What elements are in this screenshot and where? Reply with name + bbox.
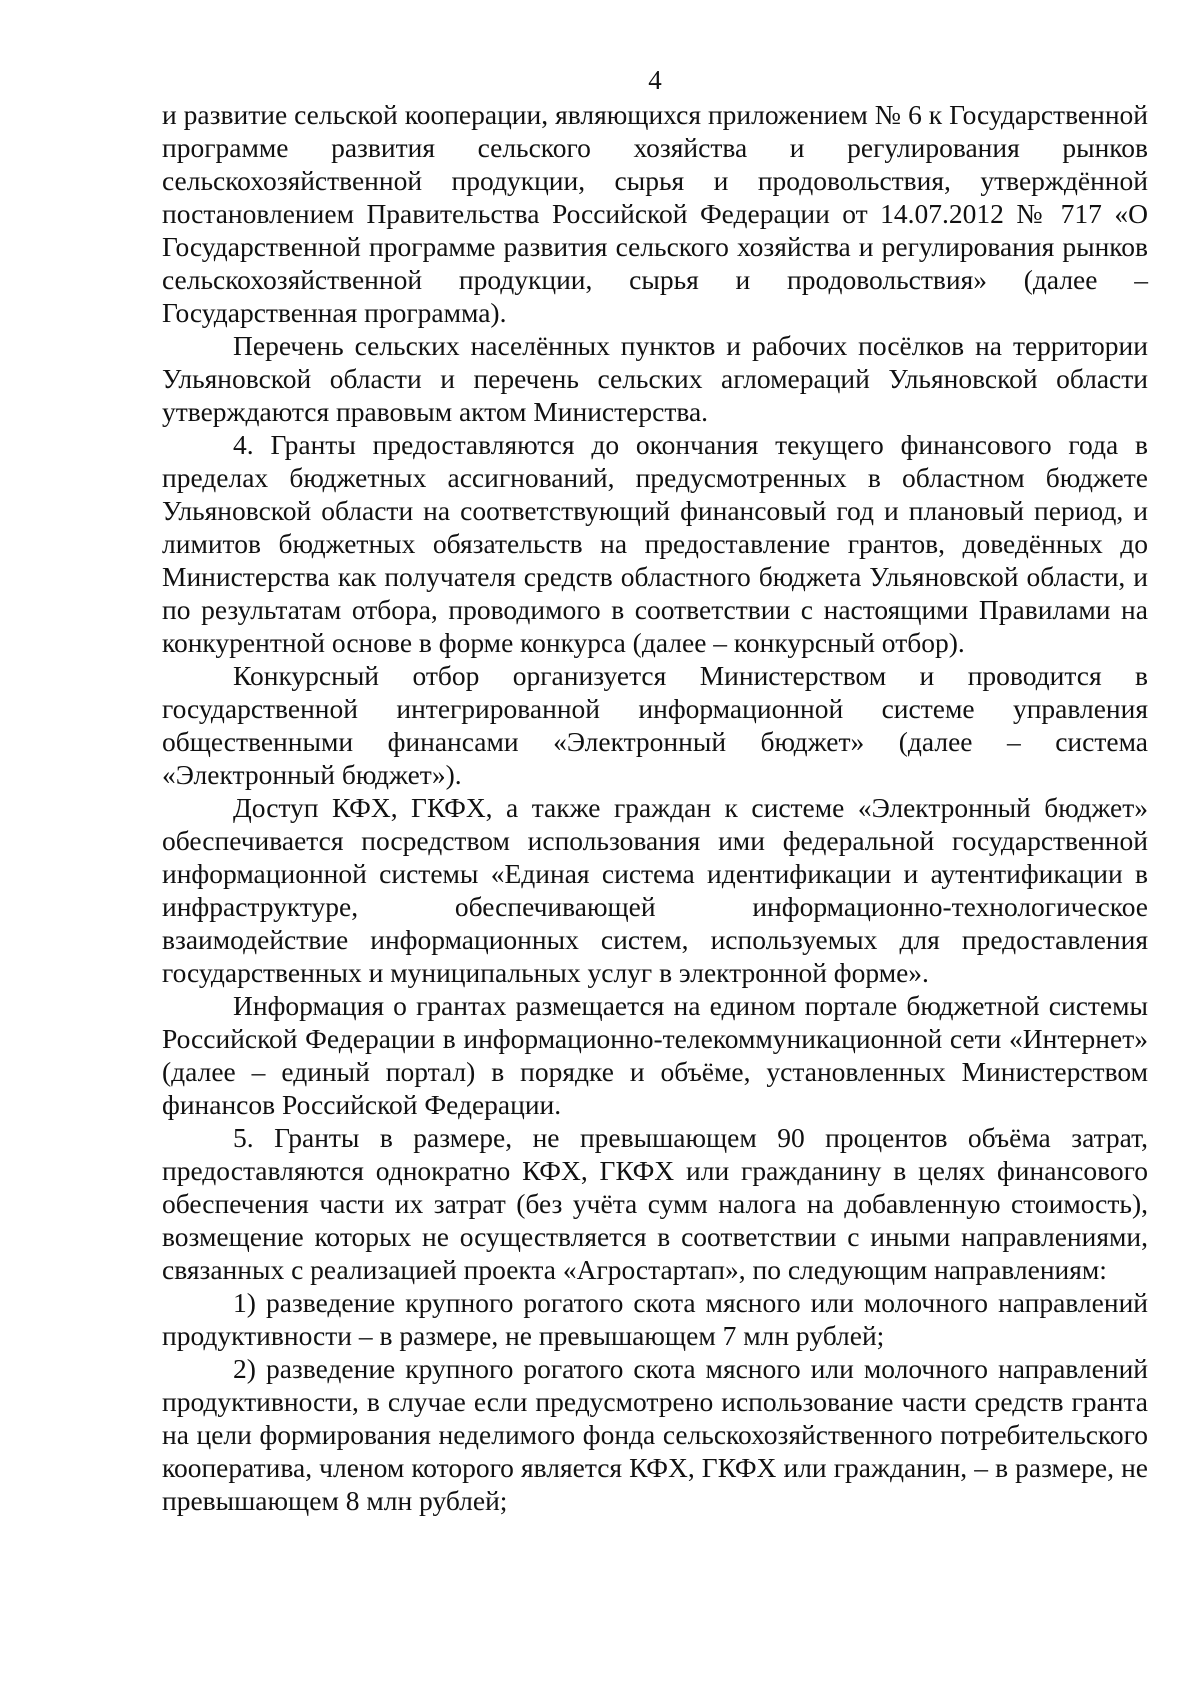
- paragraph-subitem-1: 1) разведение крупного рогатого скота мясного или молочного направлений продуктивности – в размере, не превышающем 7 млн рублей;: [162, 1287, 1148, 1351]
- paragraph-competitive-selection: Конкурсный отбор организуется Министерством и проводится в государственной интегрированной информационной системе управления общественными финансами «Электронный бюджет» (далее – система «Электронный бюджет»).: [162, 660, 1148, 790]
- paragraph-grant-information: Информация о грантах размещается на едином портале бюджетной системы Российской Федерации в информационно-телекоммуникационной сети «Интернет» (далее – единый портал) в порядке и объёме, установленных Министерством финансов Российской Федерации.: [162, 990, 1148, 1120]
- paragraph-system-access: Доступ КФХ, ГКФХ, а также граждан к системе «Электронный бюджет» обеспечивается посредством использования ими федеральной государственной информационной системы «Единая система идентификации и аутентификации в инфраструктуре, обеспечивающей информационно-технологическое взаимодействие информационных систем, используемых для предоставления государственных и муниципальных услуг в электронной форме».: [162, 792, 1148, 988]
- page-number: 4: [648, 65, 662, 95]
- paragraph-subitem-2: 2) разведение крупного рогатого скота мясного или молочного направлений продуктивности, в случае если предусмотрено использование части средств гранта на цели формирования неделимого фонда сельскохозяйственного потребительского кооператива, членом которого является КФХ, ГКФХ или гражданин, – в размере, не превышающем 8 млн рублей;: [162, 1353, 1148, 1516]
- paragraph-item-4: 4. Гранты предоставляются до окончания текущего финансового года в пределах бюджетных ассигнований, предусмотренных в областном бюджете Ульяновской области на соответствующий финансовый год и плановый период, и лимитов бюджетных обязательств на предоставление грантов, доведённых до Министерства как получателя средств областного бюджета Ульяновской области, и по результатам отбора, проводимого в соответствии с настоящими Правилами на конкурентной основе в форме конкурса (далее – конкурсный отбор).: [162, 429, 1148, 658]
- paragraph-continuation: и развитие сельской кооперации, являющихся приложением № 6 к Государственной программе развития сельского хозяйства и регулирования рынков сельскохозяйственной продукции, сырья и продовольствия, утверждённой постановлением Правительства Российской Федерации от 14.07.2012 № 717 «О Государственной программе развития сельского хозяйства и регулирования рынков сельскохозяйственной продукции, сырья и продовольствия» (далее – Государственная программа).: [162, 99, 1148, 328]
- paragraph-settlements-list: Перечень сельских населённых пунктов и рабочих посёлков на территории Ульяновской области и перечень сельских агломераций Ульяновской области утверждаются правовым актом Министерства.: [162, 330, 1148, 427]
- paragraph-item-5: 5. Гранты в размере, не превышающем 90 процентов объёма затрат, предоставляются однократно КФХ, ГКФХ или гражданину в целях финансового обеспечения части их затрат (без учёта сумм налога на добавленную стоимость), возмещение которых не осуществляется в соответствии с иными направлениями, связанных с реализацией проекта «Агростартап», по следующим направлениям:: [162, 1122, 1148, 1285]
